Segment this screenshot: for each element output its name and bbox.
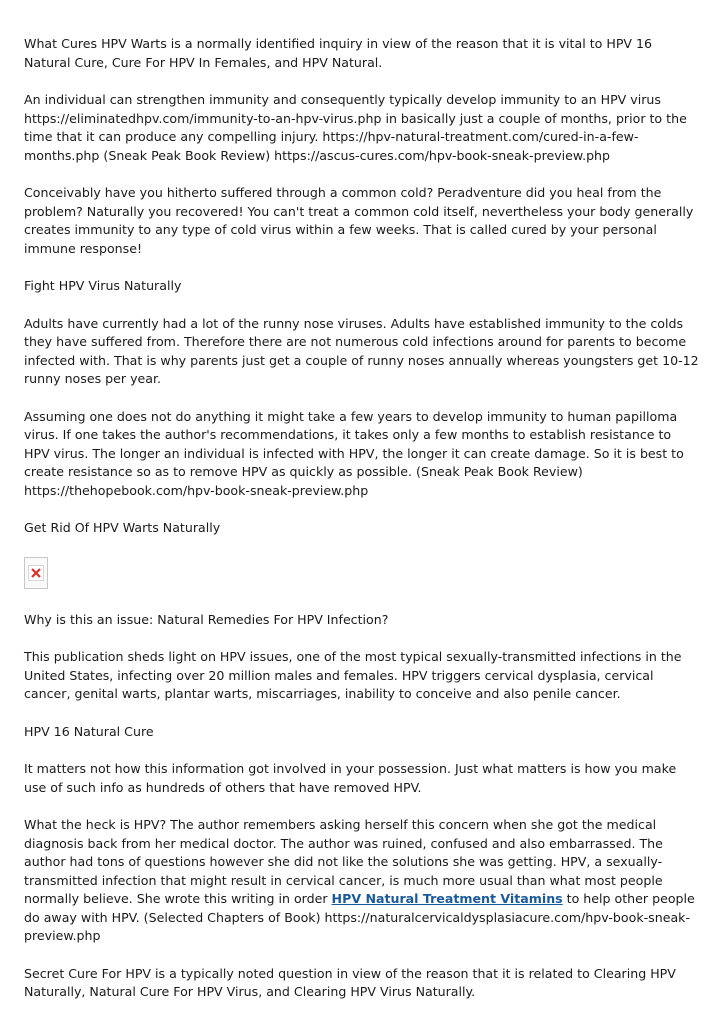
paragraph-publication: This publication sheds light on HPV issues, one of the most typical sexually-transmitted infections in the United States, infecting over 20 million males and females. HPV triggers cervical dysplasia, cervical cancer, genital warts, plantar warts, miscarriages, inability to conceive and also penile cancer. [24,649,682,701]
paragraph-immunity: An individual can strengthen immunity and consequently typically develop immunity to an HPV virus https://eliminatedhpv.com/immunity-to-an-hpv-virus.php in basically just a couple of months, prior to the time that it can produce any compelling injury. https://hpv-natural-treatment.com/cured-in-a-few-months.php (Sneak Peak Book Review) https://ascus-cures.com/hpv-book-sneak-preview.php [24,92,687,163]
paragraph-adults-colds: Adults have currently had a lot of the runny nose viruses. Adults have established immunity to the colds they have suffered from. Therefore there are not numerous cold infections around for parents to become infected with. That is why parents just get a couple of runny noses annually whereas youngsters get 10-12 runny noses per year. [24,315,699,386]
hpv-natural-treatment-link[interactable]: HPV Natural Treatment Vitamins [331,891,563,906]
close-icon [28,565,44,581]
document-body [24,35,700,1021]
heading-fight-hpv: Fight HPV Virus Naturally [24,278,182,293]
broken-image-icon [24,557,48,589]
paragraph-resistance: Assuming one does not do anything it might take a few years to develop immunity to human papilloma virus. If one takes the author's recommendations, it takes only a few months to establish resistance to HPV virus. The longer an individual is infected with HPV, the longer it can create damage. So it is best to create resistance so as to remove HPV as quickly as possible. (Sneak Peak Book Review) https://thehopebook.com/hpv-book-sneak-preview.php [24,408,684,498]
paragraph-common-cold: Conceivably have you hitherto suffered through a common cold? Peradventure did you heal from the problem? Naturally you recovered! You can't treat a common cold itself, nevertheless your body generally creates immunity to any type of cold virus within a few weeks. That is called cured by your personal immune response! [24,185,694,256]
heading-get-rid-warts: Get Rid Of HPV Warts Naturally [24,520,221,535]
paragraph-possession: It matters not how this information got involved in your possession. Just what matters is how you make use of such info as hundreds of others that have removed HPV. [24,761,677,795]
paragraph-what-is-hpv-end: to help other people do away with HPV. (Selected Chapters of Book) https://naturalcervicaldysplasiacure.com/hpv-book-sneak-preview.php [24,891,695,943]
heading-why-issue: Why is this an issue: Natural Remedies For HPV Infection? [24,611,389,627]
heading-hpv16: HPV 16 Natural Cure [24,723,154,739]
paragraph-secret-cure: Secret Cure For HPV is a typically noted question in view of the reason that it is related to Clearing HPV Naturally, Natural Cure For HPV Virus, and Clearing HPV Virus Naturally. [24,965,676,999]
paragraph-intro: What Cures HPV Warts is a normally identified inquiry in view of the reason that it is vital to HPV 16 Natural Cure, Cure For HPV In Females, and HPV Natural. [24,36,653,70]
paragraph-what-is-hpv [24,816,700,946]
paragraph-what-is-hpv-start: What the heck is HPV? The author remembers asking herself this concern when she got the medical diagnosis back from her medical doctor. The author was ruined, confused and also embarrassed. The author had tons of questions however she did not like the solutions she was getting. HPV, a sexually-transmitted infection that might result in cervical cancer, is much more usual than what most people normally believe. She wrote this writing in order [24,817,663,906]
